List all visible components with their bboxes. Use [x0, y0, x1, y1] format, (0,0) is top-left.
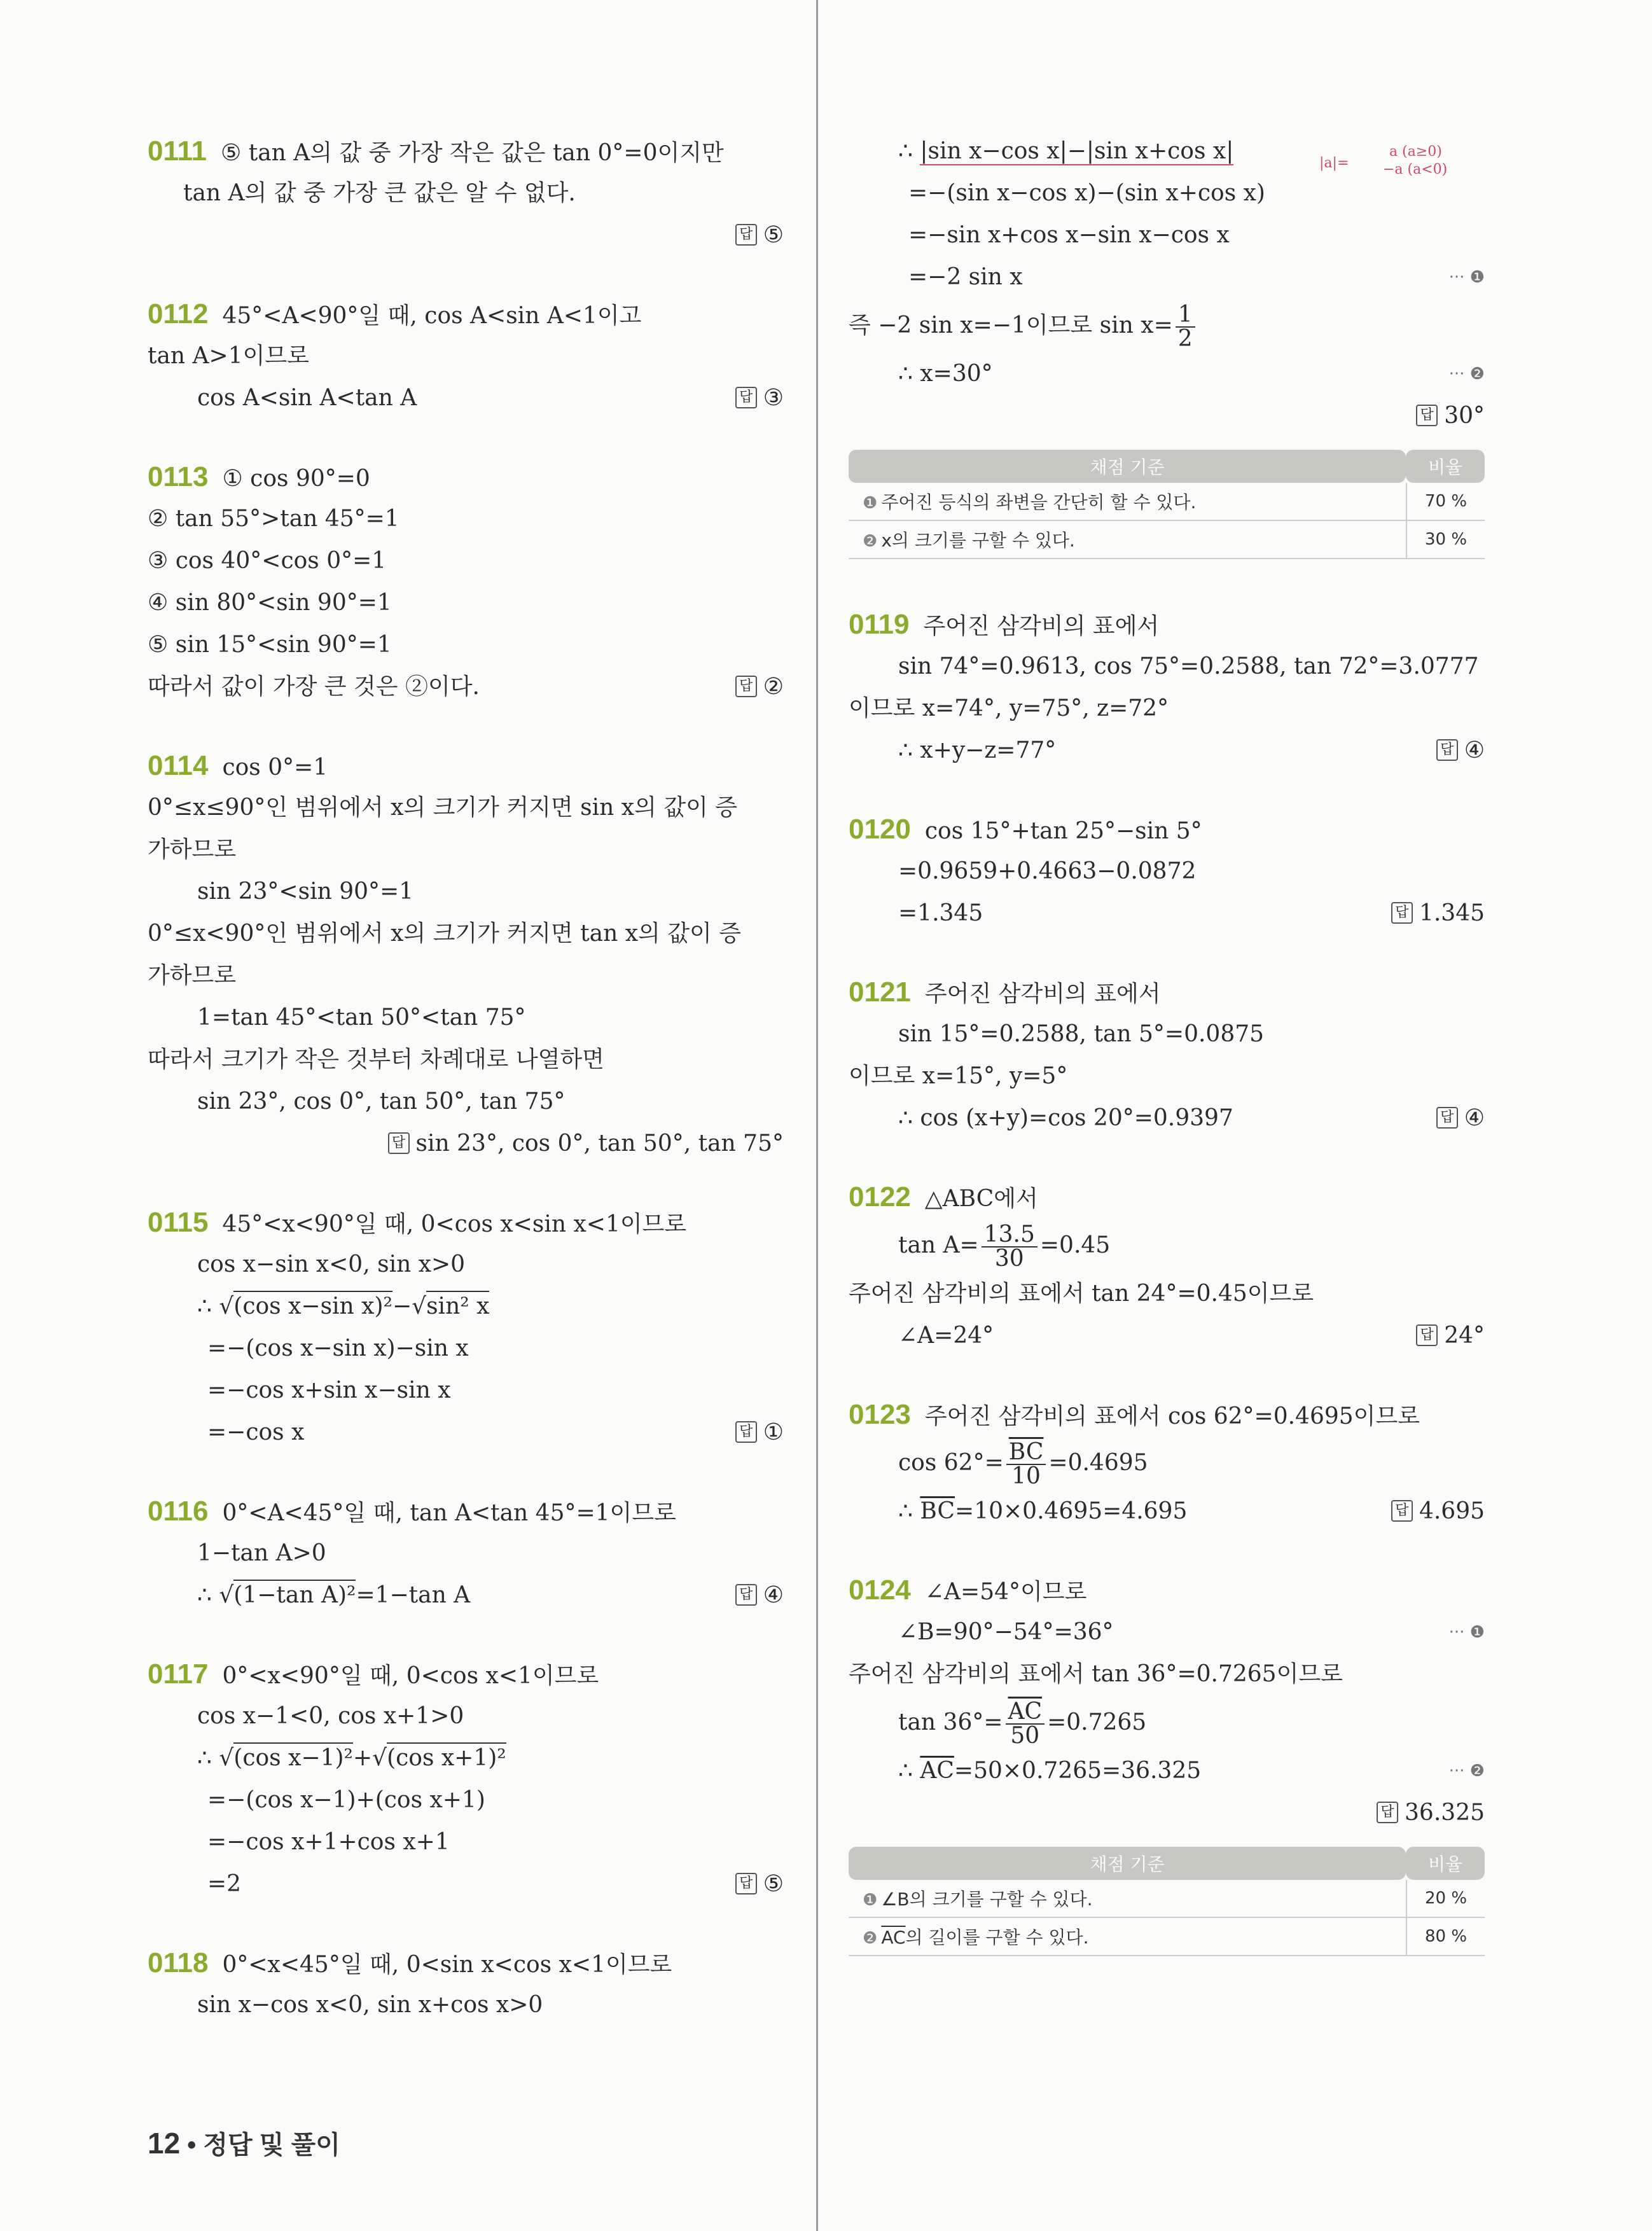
step-marker: ··· ❶	[1448, 1623, 1485, 1642]
criteria-row: ❷ $\overline{AC}$의 길이를 구할 수 있다. 80 %	[849, 1918, 1485, 1956]
problem-number: 0119	[849, 609, 910, 640]
criteria-row: ❶ 주어진 등식의 좌변을 간단히 할 수 있다. 70 %	[849, 483, 1485, 521]
problem-0124	[849, 1569, 1485, 1834]
solution-line: ∴ √(1−tan A)²=1−tan A 답 ④	[148, 1574, 784, 1616]
answer: 답 30°	[1416, 395, 1485, 437]
solution-line: 주어진 삼각비의 표에서	[923, 613, 1160, 639]
fraction: $\frac{\overline{BC}}{10}$	[1006, 1441, 1046, 1488]
solution-line: 이므로 x=15°, y=5°	[849, 1063, 1068, 1089]
answer: 답 ④	[1436, 1097, 1485, 1139]
problem-number: 0121	[849, 976, 911, 1008]
solution-line: cos 15°+tan 25°−sin 5°	[924, 818, 1202, 844]
problem-number: 0113	[148, 461, 209, 492]
problem-0122	[849, 1176, 1485, 1357]
solution-line: ③ cos 40°<cos 0°=1	[148, 548, 387, 574]
criteria-header: 채점 기준	[849, 450, 1406, 483]
answer: 답 ⑤	[735, 1863, 784, 1905]
problem-0117	[148, 1653, 784, 1905]
solution-line: =−cos x	[207, 1419, 305, 1445]
problem-0118	[148, 1942, 784, 2026]
answer-icon: 답	[1436, 739, 1458, 761]
answer-icon: 답	[735, 676, 757, 697]
problem-0115	[148, 1202, 784, 1454]
scoring-criteria-table	[849, 1847, 1485, 1956]
answer: 답 ①	[735, 1412, 784, 1454]
solution-line: ∴ x+y−z=77°	[898, 737, 1057, 763]
problem-0116	[148, 1491, 784, 1616]
answer: 답 ③	[735, 377, 784, 419]
problem-0113	[148, 456, 784, 708]
step-marker: ··· ❷	[1448, 1762, 1485, 1781]
solution-line: cos x−sin x<0, sin x>0	[197, 1251, 466, 1277]
solution-line: sin x−cos x<0, sin x+cos x>0	[197, 1992, 543, 2018]
solution-line: =0.9659+0.4663−0.0872	[898, 858, 1197, 884]
column-divider	[816, 0, 818, 2231]
answer-icon: 답	[735, 1584, 757, 1606]
answer: 답 36.325	[1377, 1792, 1485, 1834]
problem-number: 0120	[849, 814, 911, 845]
solution-line: ∴ $\overline{BC}=10\times 0.4695=4.695$ 답 4.695	[849, 1491, 1485, 1533]
solution-line: tan 36°= $\frac{\overline{AC}}{50}$ =0.7265	[898, 1699, 1147, 1749]
solution-line: =−(sin x−cos x)−(sin x+cos x)	[908, 180, 1265, 206]
criteria-row: ❷ x의 크기를 구할 수 있다. 30 %	[849, 521, 1485, 559]
problem-0112	[148, 293, 784, 419]
answer-icon: 답	[1391, 902, 1413, 924]
fraction: $\frac{1}{2}$	[1176, 303, 1195, 351]
solution-line: ∴ $\overline{AC}=50\times 0.7265=36.325$ ··· ❷	[849, 1750, 1485, 1792]
ratio-header: 비율	[1406, 450, 1485, 483]
problem-0119	[849, 604, 1485, 772]
solution-line: tan A>1이므로	[148, 343, 309, 369]
solution-line: 가하므로	[148, 837, 237, 863]
page-number: 12	[148, 2127, 181, 2160]
solution-line: =−sin x+cos x−sin x−cos x	[908, 222, 1230, 248]
answer: 답 4.695	[1391, 1491, 1485, 1533]
solution-line: sin 15°=0.2588, tan 5°=0.0875	[898, 1021, 1265, 1047]
left-column	[148, 130, 784, 2026]
problem-number: 0118	[148, 1947, 209, 1978]
absolute-value-note-case2: −a (a<0)	[1383, 162, 1448, 177]
solution-line: tan A= $\frac{13.5}{30}$ =0.45	[898, 1221, 1111, 1272]
solution-line: ∴ x=30°	[898, 361, 993, 387]
solution-line: 0°≤x<90°인 범위에서 x의 크기가 커지면 tan x의 값이 증	[148, 921, 742, 947]
solution-line: ∠B=90°−54°=36°	[898, 1619, 1114, 1645]
answer-icon: 답	[735, 387, 757, 408]
solution-line: sin 23°<sin 90°=1	[197, 879, 414, 905]
ratio-header: 비율	[1406, 1847, 1485, 1880]
solution-line: ∴ cos (x+y)=cos 20°=0.9397	[898, 1105, 1233, 1131]
answer-icon: 답	[735, 1421, 757, 1443]
step-marker: ··· ❶	[1448, 268, 1485, 287]
solution-line: 이므로 x=74°, y=75°, z=72°	[849, 695, 1169, 721]
criteria-row: ❶ ∠B의 크기를 구할 수 있다. 20 %	[849, 1880, 1485, 1918]
solution-line: ⑤ sin 15°<sin 90°=1	[148, 632, 392, 658]
problem-number: 0114	[148, 750, 209, 781]
solution-line: 주어진 삼각비의 표에서 tan 24°=0.45이므로	[849, 1281, 1314, 1307]
solution-line: sin 74°=0.9613, cos 75°=0.2588, tan 72°=3.0777	[898, 653, 1479, 679]
solution-line: 0°<A<45°일 때, tan A<tan 45°=1이므로	[222, 1500, 676, 1526]
problem-number: 0115	[148, 1207, 209, 1238]
answer-icon: 답	[1416, 1324, 1438, 1346]
step-marker: ··· ❷	[1448, 365, 1485, 384]
solution-line: 45°<x<90°일 때, 0<cos x<sin x<1이므로	[222, 1211, 687, 1237]
solution-line: 0°<x<45°일 때, 0<sin x<cos x<1이므로	[222, 1952, 672, 1978]
answer-icon: 답	[1377, 1802, 1398, 1823]
solution-line: ∴ √(cos x−1)²+√(cos x+1)²	[148, 1737, 784, 1779]
solution-line: ∴ |sin x−cos x|−|sin x+cos x| |a|= a (a≥0) −a (a<0)	[898, 138, 1448, 177]
solution-line: tan A의 값 중 가장 큰 값은 알 수 없다.	[183, 180, 576, 206]
answer: 답 ④	[1436, 730, 1485, 772]
solution-line: ⑤ tan A의 값 중 가장 작은 값은 tan 0°=0이지만	[221, 140, 724, 166]
solution-line: =2	[207, 1871, 242, 1897]
solution-line: ∠A=24°	[898, 1323, 994, 1349]
solution-line: cos 62°= $\frac{\overline{BC}}{10}$ =0.4695	[898, 1439, 1148, 1489]
problem-0111	[148, 130, 784, 256]
footer-label: • 정답 및 풀이	[187, 2131, 340, 2159]
problem-0120	[849, 809, 1485, 935]
problem-number: 0112	[148, 298, 209, 330]
solution-line: ① cos 90°=0	[222, 466, 370, 492]
answer: 답 24°	[1416, 1315, 1485, 1357]
answer: 답 sin 23°, cos 0°, tan 50°, tan 75°	[388, 1123, 784, 1165]
fraction: $\frac{\overline{AC}}{50}$	[1006, 1700, 1045, 1748]
right-column	[849, 130, 1485, 1956]
solution-line: =−2 sin x	[908, 264, 1023, 290]
solution-line: 0°<x<90°일 때, 0<cos x<1이므로	[222, 1663, 599, 1689]
solution-line: 45°<A<90°일 때, cos A<sin A<1이고	[222, 303, 642, 329]
solution-line: 가하므로	[148, 963, 237, 989]
problem-0123	[849, 1394, 1485, 1533]
absolute-value-note-case1: a (a≥0)	[1389, 144, 1442, 160]
problem-number: 0123	[849, 1399, 911, 1430]
absolute-value-note: |a|=	[1319, 155, 1349, 171]
solution-line: 주어진 삼각비의 표에서 cos 62°=0.4695이므로	[924, 1403, 1420, 1429]
solution-line: =−(cos x−sin x)−sin x	[207, 1335, 469, 1361]
solution-line: =−(cos x−1)+(cos x+1)	[207, 1787, 485, 1813]
solution-line: △ABC에서	[924, 1186, 1038, 1212]
problem-0114	[148, 745, 784, 1165]
solution-line: ④ sin 80°<sin 90°=1	[148, 590, 392, 616]
problem-number: 0117	[148, 1658, 209, 1690]
solution-line: =−cos x+1+cos x+1	[207, 1829, 450, 1855]
answer-icon: 답	[388, 1132, 410, 1154]
solution-line: 즉 −2 sin x=−1이므로 sin x= $\frac{1}{2}$	[849, 298, 1485, 353]
solution-line: ∴ √(cos x−sin x)²−√sin² x	[148, 1286, 784, 1328]
solution-line: 따라서 값이 가장 큰 것은 ②이다.	[148, 674, 480, 700]
problem-number: 0116	[148, 1496, 209, 1527]
answer: 답 ⑤	[735, 214, 784, 256]
solution-line: sin 23°, cos 0°, tan 50°, tan 75°	[197, 1088, 566, 1115]
solution-line: ∠A=54°이므로	[924, 1579, 1087, 1605]
solution-line: 0°≤x≤90°인 범위에서 x의 크기가 커지면 sin x의 값이 증	[148, 795, 738, 821]
solution-line: 주어진 삼각비의 표에서	[924, 981, 1161, 1007]
solution-line: =1.345	[898, 900, 983, 926]
solution-line: =−cos x+sin x−sin x	[207, 1377, 451, 1403]
solution-line: cos x−1<0, cos x+1>0	[197, 1703, 464, 1729]
solution-line: cos A<sin A<tan A	[197, 385, 417, 411]
answer-icon: 답	[735, 224, 757, 246]
problem-number: 0124	[849, 1574, 911, 1606]
problem-number: 0122	[849, 1181, 911, 1213]
answer: 답 ④	[735, 1574, 784, 1616]
problem-0118-continued	[849, 130, 1485, 437]
problem-0121	[849, 971, 1485, 1139]
answer: 답 ②	[735, 666, 784, 708]
fraction: $\frac{13.5}{30}$	[982, 1223, 1038, 1270]
solution-line: 1=tan 45°<tan 50°<tan 75°	[197, 1004, 526, 1031]
answer: 답 1.345	[1391, 893, 1485, 935]
answer-icon: 답	[1436, 1107, 1458, 1129]
problem-number: 0111	[148, 136, 207, 167]
scoring-criteria-table	[849, 450, 1485, 559]
criteria-header: 채점 기준	[849, 1847, 1406, 1880]
solution-line: 따라서 크기가 작은 것부터 차례대로 나열하면	[148, 1046, 604, 1073]
solution-line: cos 0°=1	[222, 754, 328, 781]
solution-line: ② tan 55°>tan 45°=1	[148, 506, 399, 532]
page-footer	[148, 2125, 340, 2161]
answer-icon: 답	[735, 1873, 757, 1894]
answer-icon: 답	[1391, 1500, 1413, 1522]
solution-line: 1−tan A>0	[197, 1540, 326, 1566]
answer-icon: 답	[1416, 405, 1438, 426]
solution-line: 주어진 삼각비의 표에서 tan 36°=0.7265이므로	[849, 1661, 1343, 1687]
